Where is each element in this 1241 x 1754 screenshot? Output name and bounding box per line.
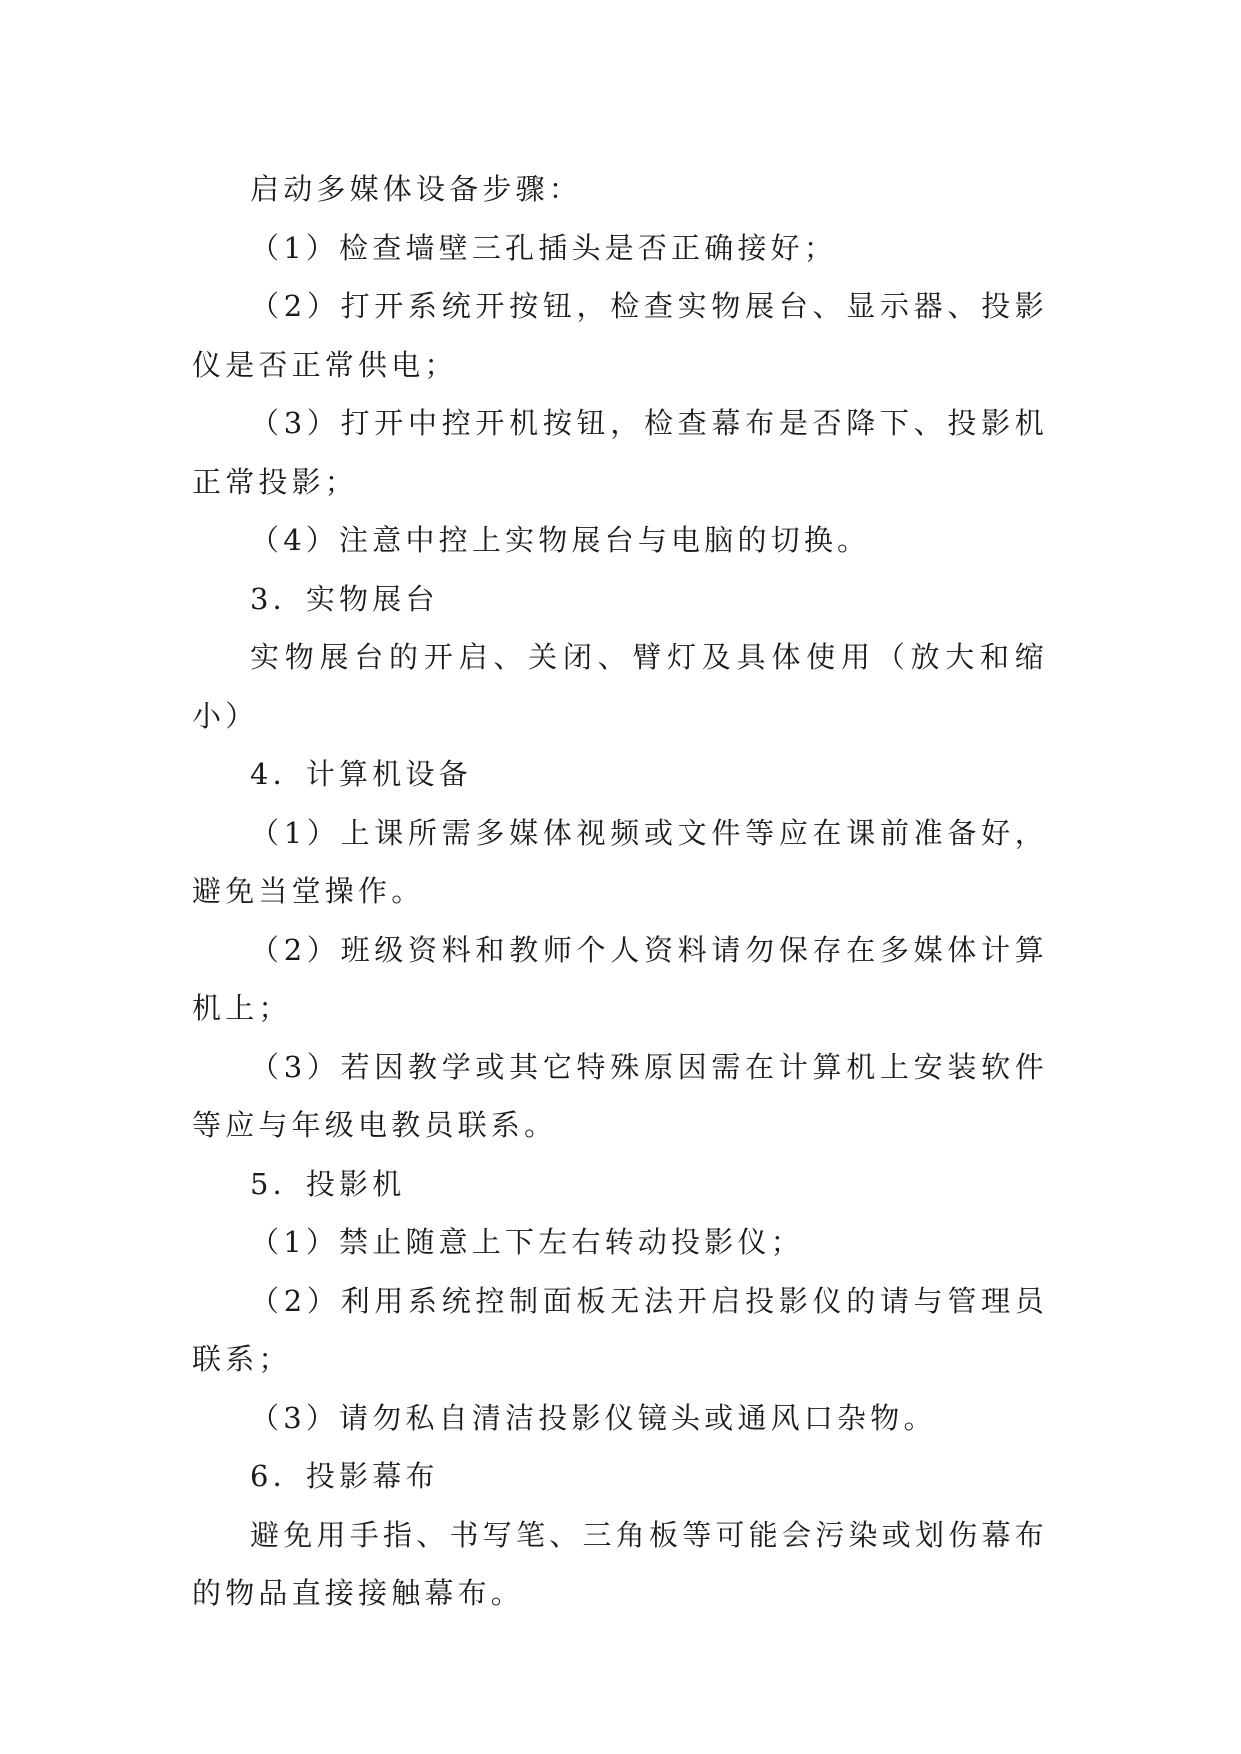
paragraph-screen: 避免用手指、书写笔、三角板等可能会污染或划伤幕布的物品直接接触幕布。 bbox=[192, 1517, 1048, 1610]
paragraph-step-2: （2）打开系统开按钮，检查实物展台、显示器、投影仪是否正常供电； bbox=[192, 289, 1048, 382]
paragraph-intro: 启动多媒体设备步骤： bbox=[250, 172, 583, 206]
paragraph-computer-1: （1）上课所需多媒体视频或文件等应在课前准备好，避免当堂操作。 bbox=[192, 815, 1048, 908]
paragraph-step-4: （4）注意中控上实物展台与电脑的切换。 bbox=[250, 523, 871, 557]
paragraph-computer-3: （3）若因教学或其它特殊原因需在计算机上安装软件等应与年级电教员联系。 bbox=[192, 1049, 1048, 1142]
paragraph-step-1: （1）检查墙壁三孔插头是否正确接好； bbox=[250, 230, 838, 265]
paragraph-projector-3: （3）请勿私自清洁投影仪镜头或通风口杂物。 bbox=[250, 1400, 937, 1435]
paragraph-step-3: （3）打开中控开机按钮，检查幕布是否降下、投影机正常投影； bbox=[192, 406, 1048, 499]
paragraph-projector-2: （2）利用系统控制面板无法开启投影仪的请与管理员联系； bbox=[192, 1283, 1048, 1376]
document-body bbox=[192, 160, 1048, 1623]
section-heading-3: 3．实物展台 bbox=[250, 581, 439, 616]
section-heading-5: 5．投影机 bbox=[250, 1166, 406, 1201]
paragraph-computer-2: （2）班级资料和教师个人资料请勿保存在多媒体计算机上； bbox=[192, 932, 1048, 1025]
paragraph-visualizer: 实物展台的开启、关闭、臂灯及具体使用（放大和缩小） bbox=[192, 640, 1048, 733]
paragraph-projector-1: （1）禁止随意上下左右转动投影仪； bbox=[250, 1225, 804, 1259]
section-heading-6: 6．投影幕布 bbox=[250, 1459, 439, 1493]
section-heading-4: 4．计算机设备 bbox=[250, 757, 472, 791]
